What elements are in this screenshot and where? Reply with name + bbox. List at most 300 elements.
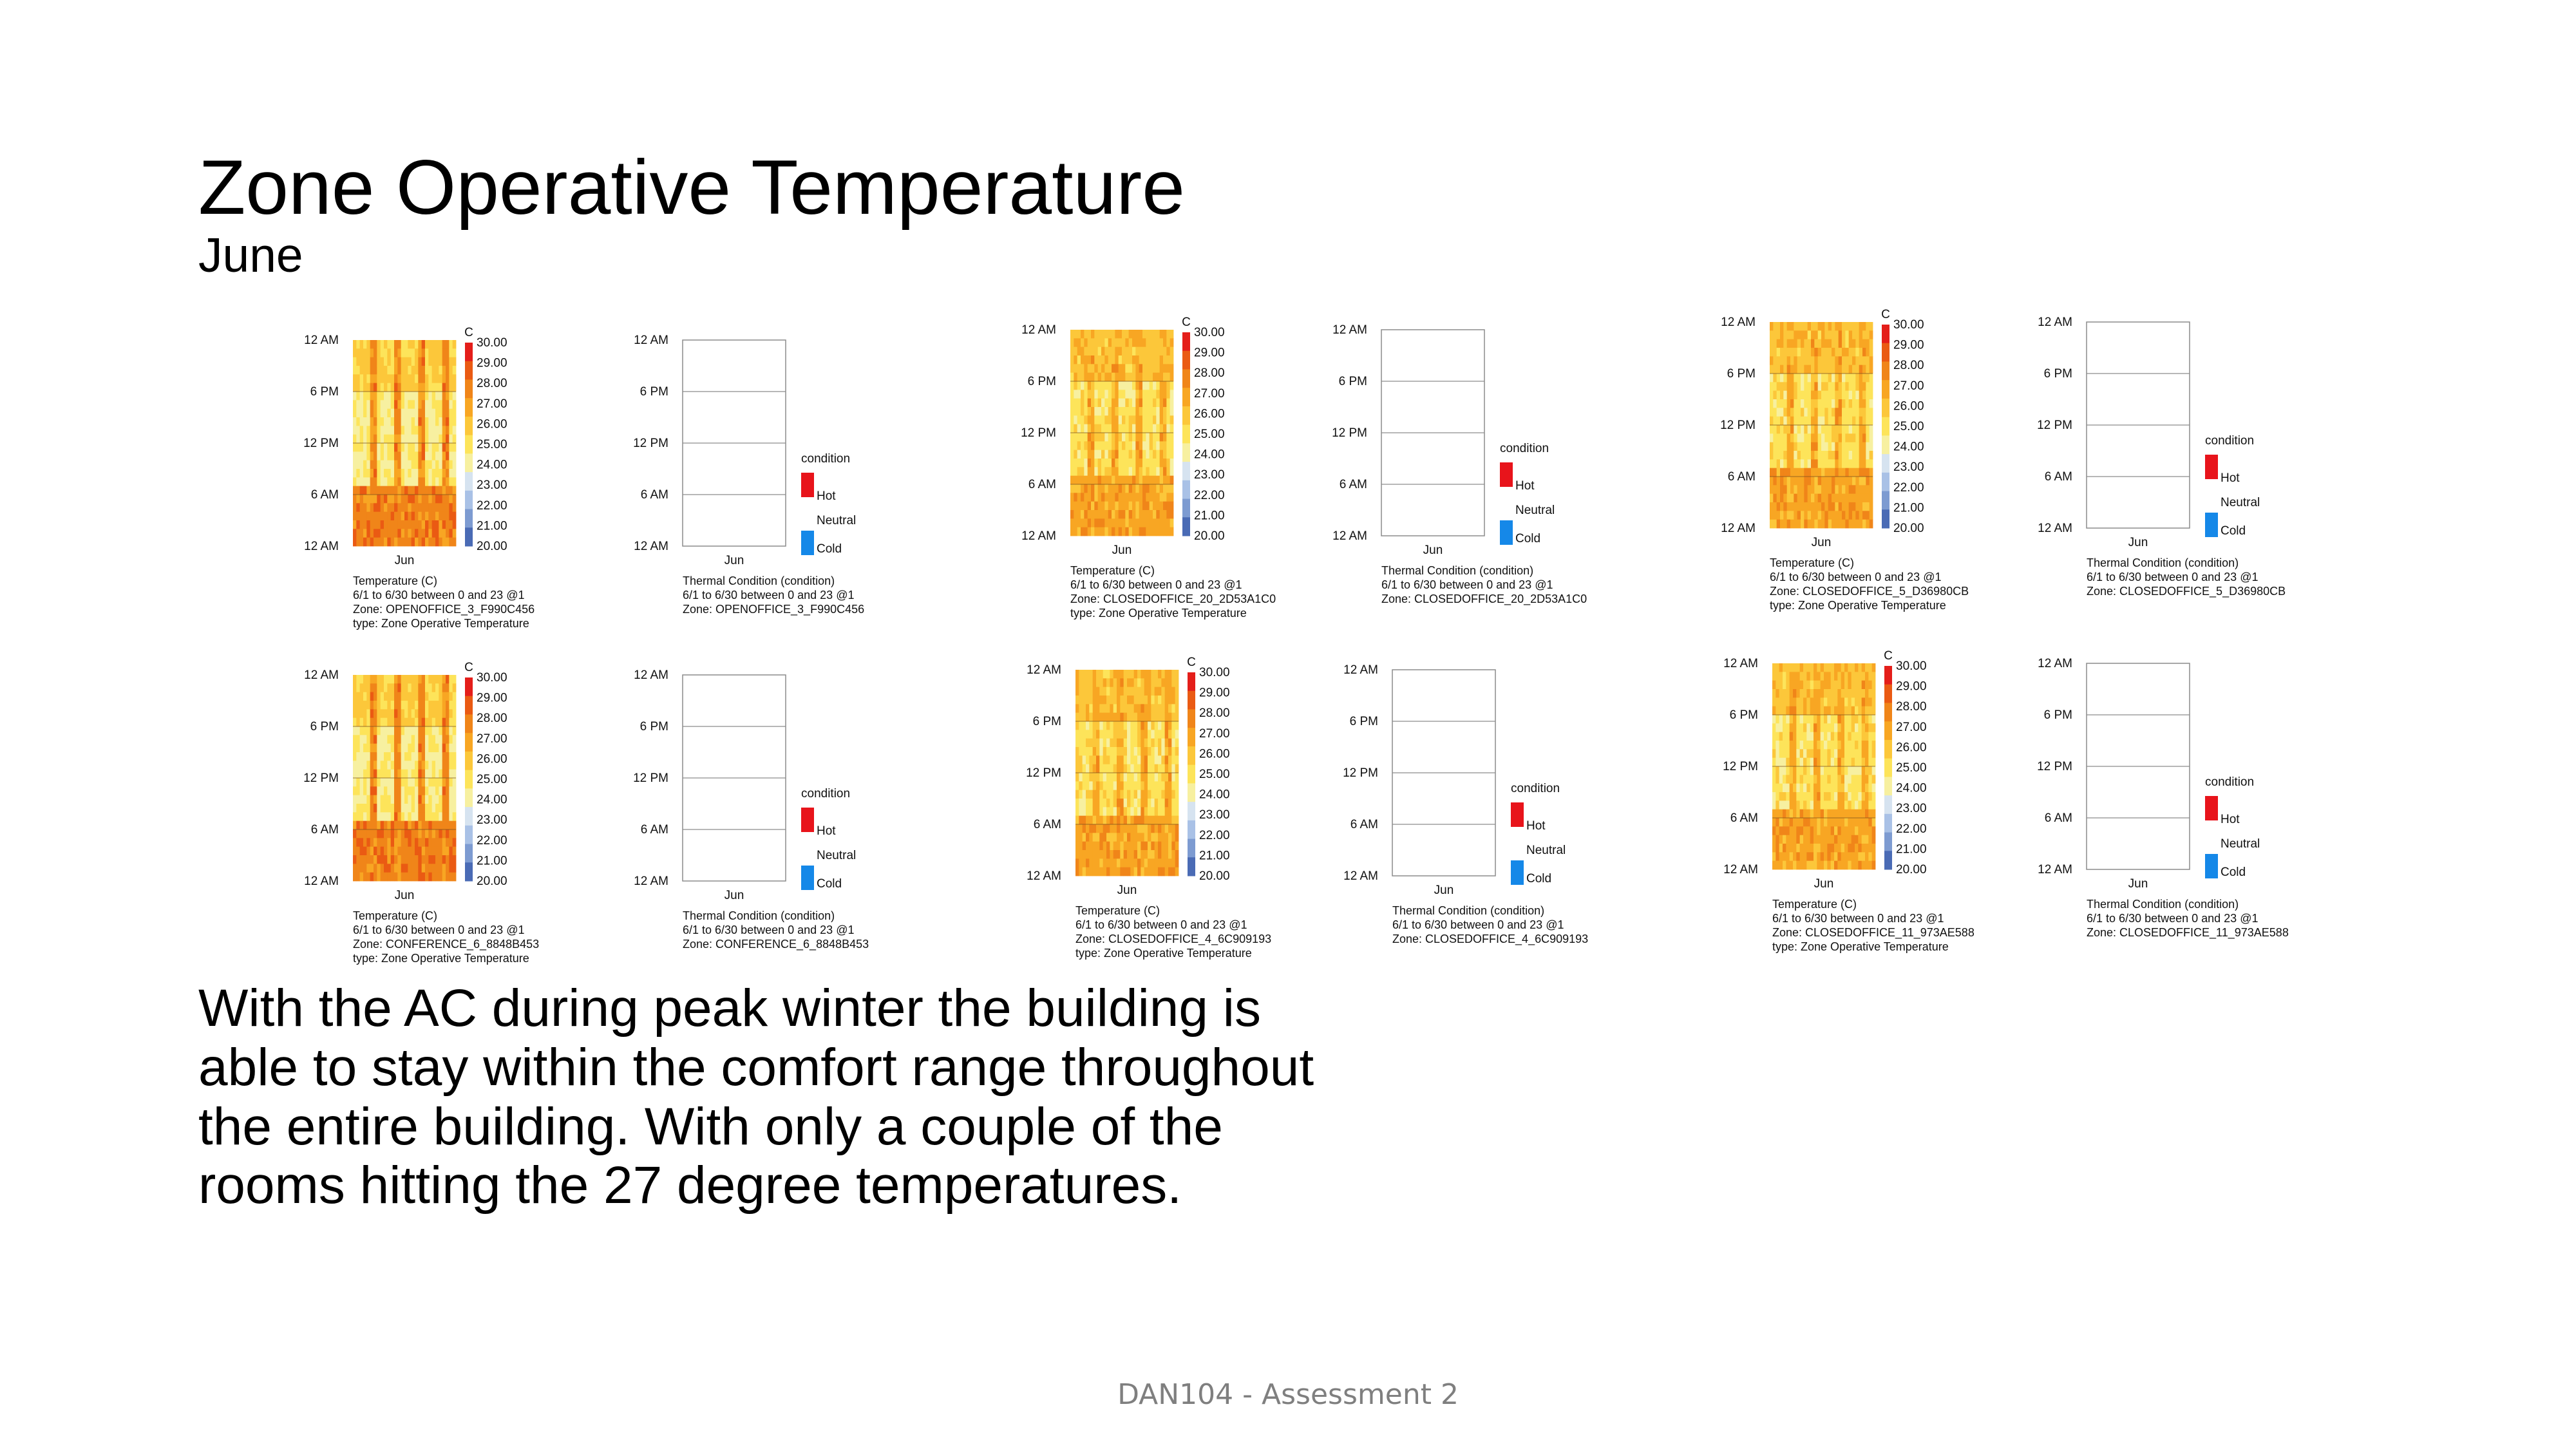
heatmap-cell xyxy=(1089,747,1093,756)
heatmap-cell xyxy=(415,512,419,521)
heatmap-cell xyxy=(1859,339,1863,348)
heatmap-cell xyxy=(1130,713,1134,722)
heatmap-cell xyxy=(1094,373,1098,382)
heatmap-cell xyxy=(1834,784,1838,793)
heatmap-cell xyxy=(1801,382,1804,391)
heatmap-cell xyxy=(428,873,432,882)
heatmap-cell xyxy=(1866,374,1870,383)
heatmap-cell xyxy=(1793,672,1797,681)
heatmap-cell xyxy=(425,744,429,753)
heatmap-cell xyxy=(1824,818,1828,827)
heatmap-cell xyxy=(1770,520,1774,529)
heatmap-cell xyxy=(374,512,377,521)
heatmap-cell xyxy=(412,451,415,460)
heatmap-cell xyxy=(1827,800,1831,810)
heatmap-cell xyxy=(397,426,401,435)
heatmap-cell xyxy=(356,486,360,495)
heatmap-cell xyxy=(415,348,419,357)
heatmap-cell xyxy=(1794,477,1797,486)
heatmap-cell xyxy=(453,761,457,770)
heatmap-cell xyxy=(1130,850,1134,859)
heatmap-cell xyxy=(1129,338,1133,347)
heatmap-cell xyxy=(408,752,412,761)
heatmap-cell xyxy=(1110,670,1113,679)
heatmap-cell xyxy=(1129,347,1133,356)
heatmap-cell xyxy=(1070,407,1074,416)
heatmap-cell xyxy=(370,726,374,735)
heatmap-cell xyxy=(1165,824,1169,833)
heatmap-cell xyxy=(1834,844,1838,853)
heatmap-cell xyxy=(1070,484,1074,493)
heatmap-cell xyxy=(1786,826,1790,835)
heatmap-cell xyxy=(1074,399,1077,408)
heatmap-cell xyxy=(1821,818,1824,827)
heatmap-cell xyxy=(1112,424,1115,433)
heatmap-cell xyxy=(363,357,367,366)
heatmap-cell xyxy=(1862,433,1866,442)
heatmap-cell xyxy=(366,770,370,779)
heatmap-cell xyxy=(1780,322,1784,331)
scale-value-label: 28.00 xyxy=(477,712,507,726)
heatmap-cell xyxy=(1772,844,1776,853)
heatmap-cell xyxy=(404,770,408,779)
heatmap-cell xyxy=(404,864,408,873)
heatmap-cell xyxy=(1793,749,1797,758)
heatmap-cell xyxy=(1125,355,1129,365)
heatmap-cell xyxy=(1074,459,1077,468)
heatmap-cell xyxy=(370,701,374,710)
heatmap-cell xyxy=(1855,800,1859,810)
heatmap-cell xyxy=(1842,322,1846,331)
heatmap-cell xyxy=(412,383,415,392)
heatmap-cell xyxy=(1088,381,1092,390)
heatmap-cell xyxy=(353,855,357,864)
heatmap-cell xyxy=(391,357,395,366)
heatmap-cell xyxy=(1075,816,1079,825)
heatmap-cell xyxy=(1837,775,1841,784)
heatmap-cell xyxy=(1148,867,1151,876)
heatmap-cell xyxy=(432,417,436,426)
scale-value-label: 24.00 xyxy=(477,458,507,472)
heatmap-cell xyxy=(1794,468,1797,477)
heatmap-cell xyxy=(1803,706,1807,715)
heatmap-cell xyxy=(1824,322,1828,331)
heatmap-cell xyxy=(1153,433,1157,442)
heatmap-cell xyxy=(387,735,391,744)
heatmap-cell xyxy=(449,718,453,727)
heatmap-cell xyxy=(1872,766,1876,775)
heatmap-cell xyxy=(1091,424,1095,433)
scale-swatch xyxy=(465,826,473,844)
heatmap-cell xyxy=(1170,364,1174,373)
heatmap-cell xyxy=(408,786,412,795)
heatmap-cell xyxy=(1777,451,1781,460)
heatmap-cell xyxy=(1817,715,1821,724)
y-tick-label: 12 AM xyxy=(1027,663,1061,677)
heatmap-cell xyxy=(1099,678,1103,687)
heatmap-cell xyxy=(1806,800,1810,810)
heatmap-cell xyxy=(1104,338,1108,347)
heatmap-cell xyxy=(1129,441,1133,450)
heatmap-cell xyxy=(1135,433,1139,442)
heatmap-cell xyxy=(1845,502,1849,511)
heatmap-cell xyxy=(1824,433,1828,442)
heatmap-cell xyxy=(1859,442,1863,451)
heatmap-cell xyxy=(1837,715,1841,724)
heatmap-cell xyxy=(1168,858,1172,867)
heatmap-cell xyxy=(363,786,367,795)
heatmap-cell xyxy=(1868,715,1872,724)
heatmap-cell xyxy=(408,400,412,409)
heatmap-cell xyxy=(422,726,426,735)
heatmap-cell xyxy=(1150,510,1153,519)
heatmap-cell xyxy=(1797,399,1801,408)
heatmap-cell xyxy=(439,417,442,426)
heatmap-cell xyxy=(366,744,370,753)
heatmap-cell xyxy=(384,538,388,547)
heatmap-cell xyxy=(1142,510,1146,519)
heatmap-cell xyxy=(366,512,370,521)
heatmap-cell xyxy=(374,701,377,710)
heatmap-cell xyxy=(1144,842,1148,851)
heatmap-cell xyxy=(1870,391,1873,400)
heatmap-cell xyxy=(1783,451,1787,460)
heatmap-cell xyxy=(442,512,446,521)
heatmap-cell xyxy=(1171,739,1175,748)
heatmap-cell xyxy=(1081,476,1084,485)
heatmap-cell xyxy=(1142,424,1146,433)
scale-value-label: 29.00 xyxy=(477,691,507,705)
heatmap-cell xyxy=(401,829,405,838)
heatmap-cell xyxy=(1110,816,1113,825)
heatmap-cell xyxy=(356,400,360,409)
heatmap-cell xyxy=(1832,451,1835,460)
scale-swatch xyxy=(1882,325,1889,343)
heatmap-cell xyxy=(363,520,367,529)
heatmap-cell xyxy=(404,512,408,521)
heatmap-cell xyxy=(1818,468,1822,477)
heatmap-cell xyxy=(1772,792,1776,801)
heatmap-cell xyxy=(428,340,432,349)
heatmap-cell xyxy=(1832,399,1835,408)
legend-swatch-hot xyxy=(1511,802,1524,827)
chart-caption-line: Zone: CLOSEDOFFICE_11_973AE588 xyxy=(1772,926,1975,939)
heatmap-cell xyxy=(360,529,364,538)
heatmap-cell xyxy=(1088,373,1092,382)
heatmap-cell xyxy=(1089,867,1093,876)
heatmap-cell xyxy=(1808,382,1812,391)
heatmap-cell xyxy=(366,864,370,873)
heatmap-cell xyxy=(1872,835,1876,844)
heatmap-cell xyxy=(1839,425,1842,434)
heatmap-cell xyxy=(1841,810,1845,819)
heatmap-cell xyxy=(1841,852,1845,861)
scale-value-label: 25.00 xyxy=(1194,428,1225,441)
heatmap-cell xyxy=(1130,696,1134,705)
heatmap-cell xyxy=(381,838,384,847)
heatmap-cell xyxy=(1793,706,1797,715)
heatmap-cell xyxy=(1862,494,1866,503)
heatmap-cell xyxy=(1096,773,1100,782)
heatmap-cell xyxy=(1818,339,1822,348)
heatmap-cell xyxy=(422,873,426,882)
heatmap-cell xyxy=(381,675,384,684)
heatmap-cell xyxy=(401,538,405,547)
heatmap-cell xyxy=(1160,433,1164,442)
heatmap-cell xyxy=(435,348,439,357)
heatmap-cell xyxy=(1098,459,1102,468)
heatmap-cell xyxy=(370,392,374,401)
heatmap-cell xyxy=(446,770,450,779)
heatmap-cell xyxy=(1077,390,1081,399)
heatmap-cell xyxy=(1794,442,1797,451)
heatmap-cell xyxy=(387,538,391,547)
heatmap-cell xyxy=(1842,459,1846,468)
heatmap-cell xyxy=(1818,322,1822,331)
heatmap-cell xyxy=(1783,784,1786,793)
heatmap-cell xyxy=(1852,339,1856,348)
heatmap-cell xyxy=(1818,511,1822,520)
heatmap-cell xyxy=(1814,391,1818,400)
heatmap-cell xyxy=(387,726,391,735)
heatmap-cell xyxy=(1148,755,1151,764)
heatmap-cell xyxy=(1808,365,1812,374)
y-tick-label: 12 PM xyxy=(633,437,668,450)
heatmap-cell xyxy=(449,503,453,512)
heatmap-cell xyxy=(1839,356,1842,365)
heatmap-cell xyxy=(428,435,432,444)
heatmap-cell xyxy=(428,495,432,504)
heatmap-cell xyxy=(391,520,395,529)
heatmap-cell xyxy=(1166,484,1170,493)
heatmap-cell xyxy=(1787,520,1791,529)
heatmap-cell xyxy=(387,392,391,401)
heatmap-cell xyxy=(1852,681,1855,690)
heatmap-cell xyxy=(1139,493,1143,502)
heatmap-cell xyxy=(1101,373,1105,382)
heatmap-cell xyxy=(1855,442,1859,451)
heatmap-cell xyxy=(381,786,384,795)
heatmap-cell xyxy=(391,804,395,813)
heatmap-cell xyxy=(1074,527,1077,536)
heatmap-cell xyxy=(1777,459,1781,468)
heatmap-cell xyxy=(1142,459,1146,468)
heatmap-cell xyxy=(1783,810,1786,819)
heatmap-cell xyxy=(1870,485,1873,494)
heatmap-cell xyxy=(1832,365,1835,374)
heatmap-cell xyxy=(422,400,426,409)
heatmap-cell xyxy=(1790,732,1794,741)
heatmap-cell xyxy=(1083,670,1086,679)
heatmap-cell xyxy=(1094,433,1098,442)
heatmap-cell xyxy=(1125,364,1129,373)
heatmap-cell xyxy=(1083,850,1086,859)
heatmap-cell xyxy=(1770,391,1774,400)
heatmap-cell xyxy=(1849,451,1853,460)
heatmap-cell xyxy=(1108,364,1112,373)
heatmap-cell xyxy=(353,366,357,375)
heatmap-cell xyxy=(1135,459,1139,468)
heatmap-cell xyxy=(1865,723,1869,732)
heatmap-cell xyxy=(374,847,377,856)
heatmap-cell xyxy=(1794,374,1797,383)
heatmap-cell xyxy=(1824,723,1828,732)
heatmap-cell xyxy=(1166,364,1170,373)
heatmap-cell xyxy=(404,709,408,718)
heatmap-cell xyxy=(1158,781,1162,790)
heatmap-cell xyxy=(1796,792,1800,801)
heatmap-cell xyxy=(1786,723,1790,732)
heatmap-cell xyxy=(1872,689,1876,698)
heatmap-cell xyxy=(353,520,357,529)
heatmap-cell xyxy=(453,683,457,692)
heatmap-cell xyxy=(1129,330,1133,339)
y-tick-label: 12 PM xyxy=(1332,426,1367,440)
heatmap-cell xyxy=(1170,390,1174,399)
heatmap-cell xyxy=(1175,790,1179,799)
heatmap-cell xyxy=(422,752,426,761)
heatmap-cell xyxy=(1158,704,1162,713)
heatmap-cell xyxy=(1872,723,1876,732)
heatmap-cell xyxy=(1122,415,1126,424)
slide-subtitle: June xyxy=(198,228,303,282)
heatmap-cell xyxy=(422,503,426,512)
heatmap-cell xyxy=(432,451,436,460)
heatmap-cell xyxy=(1122,364,1126,373)
heatmap-cell xyxy=(384,451,388,460)
heatmap-cell xyxy=(412,770,415,779)
heatmap-cell xyxy=(1124,764,1128,773)
heatmap-cell xyxy=(1127,781,1131,790)
heatmap-cell xyxy=(391,812,395,821)
heatmap-cell xyxy=(1814,810,1817,819)
chart-caption-line: Temperature (C) xyxy=(353,909,438,922)
scale-swatch xyxy=(1182,388,1190,406)
heatmap-cell xyxy=(1153,399,1157,408)
heatmap-cell xyxy=(1155,755,1159,764)
heatmap-cell xyxy=(401,821,405,830)
chart-panel-7 xyxy=(303,661,539,965)
heatmap-cell xyxy=(439,357,442,366)
heatmap-cell xyxy=(1104,415,1108,424)
heatmap-cell xyxy=(391,460,395,469)
heatmap-cell xyxy=(439,366,442,375)
heatmap-cell xyxy=(1827,835,1831,844)
heatmap-cell xyxy=(408,503,412,512)
heatmap-cell xyxy=(1130,824,1134,833)
heatmap-cell xyxy=(432,348,436,357)
heatmap-cell xyxy=(1862,399,1866,408)
heatmap-cell xyxy=(408,718,412,727)
heatmap-cell xyxy=(1135,381,1139,390)
heatmap-cell xyxy=(439,726,442,735)
heatmap-cell xyxy=(1163,424,1167,433)
heatmap-cell xyxy=(1141,816,1144,825)
heatmap-cell xyxy=(1151,807,1155,816)
heatmap-cell xyxy=(1141,781,1144,790)
heatmap-cell xyxy=(397,538,401,547)
heatmap-cell xyxy=(1824,348,1828,357)
heatmap-cell xyxy=(401,735,405,744)
heatmap-cell xyxy=(1158,799,1162,808)
heatmap-cell xyxy=(1814,339,1818,348)
heatmap-cell xyxy=(1124,850,1128,859)
heatmap-cell xyxy=(1801,330,1804,339)
heatmap-cell xyxy=(415,752,419,761)
heatmap-cell xyxy=(360,400,364,409)
heatmap-cell xyxy=(1168,678,1172,687)
heatmap-cell xyxy=(1124,747,1128,756)
heatmap-cell xyxy=(1160,330,1164,339)
heatmap-cell xyxy=(1870,374,1873,383)
heatmap-cell xyxy=(394,855,398,864)
heatmap-cell xyxy=(381,829,384,838)
heatmap-cell xyxy=(1777,520,1781,529)
heatmap-cell xyxy=(1814,844,1817,853)
heatmap-cell xyxy=(404,400,408,409)
heatmap-cell xyxy=(1837,826,1841,835)
heatmap-cell xyxy=(442,435,446,444)
heatmap-cell xyxy=(1115,390,1119,399)
heatmap-cell xyxy=(1137,833,1141,842)
heatmap-cell xyxy=(1104,467,1108,476)
heatmap-cell xyxy=(374,486,377,495)
heatmap-cell xyxy=(1821,511,1825,520)
heatmap-cell xyxy=(1818,391,1822,400)
scale-swatch xyxy=(1884,851,1892,869)
heatmap-cell xyxy=(1828,485,1832,494)
heatmap-cell xyxy=(374,374,377,383)
heatmap-cell xyxy=(1161,730,1165,739)
heatmap-cell xyxy=(449,795,453,804)
heatmap-cell xyxy=(1834,810,1838,819)
heatmap-cell xyxy=(1070,330,1074,339)
y-tick-label: 12 AM xyxy=(1723,657,1758,670)
heatmap-cell xyxy=(360,383,364,392)
scale-value-label: 24.00 xyxy=(1199,788,1230,802)
chart-caption-line: 6/1 to 6/30 between 0 and 23 @1 xyxy=(1770,571,1942,583)
heatmap-cell xyxy=(1841,784,1845,793)
heatmap-cell xyxy=(401,701,405,710)
heatmap-cell xyxy=(1862,451,1866,460)
heatmap-cell xyxy=(1156,364,1160,373)
heatmap-cell xyxy=(449,417,453,426)
heatmap-cell xyxy=(1170,484,1174,493)
chart-caption-line: Temperature (C) xyxy=(1070,564,1155,577)
heatmap-cell xyxy=(1086,781,1090,790)
heatmap-cell xyxy=(1086,721,1090,730)
heatmap-cell xyxy=(1821,810,1824,819)
scale-swatch xyxy=(465,361,473,380)
heatmap-cell xyxy=(1779,844,1783,853)
heatmap-cell xyxy=(1834,706,1838,715)
heatmap-cell xyxy=(1783,697,1786,706)
legend-swatch-cold xyxy=(801,866,814,890)
heatmap-cell xyxy=(1811,459,1815,468)
heatmap-cell xyxy=(353,417,357,426)
heatmap-cell xyxy=(1831,681,1835,690)
heatmap-cell xyxy=(394,477,398,486)
heatmap-cell xyxy=(1821,723,1824,732)
heatmap-cell xyxy=(356,426,360,435)
y-tick-label: 12 AM xyxy=(1721,522,1756,535)
heatmap-cell xyxy=(394,812,398,821)
scale-value-label: 28.00 xyxy=(477,377,507,391)
heatmap-cell xyxy=(408,829,412,838)
scale-value-label: 27.00 xyxy=(1194,386,1225,401)
heatmap-cell xyxy=(1787,408,1791,417)
heatmap-cell xyxy=(1787,494,1791,503)
